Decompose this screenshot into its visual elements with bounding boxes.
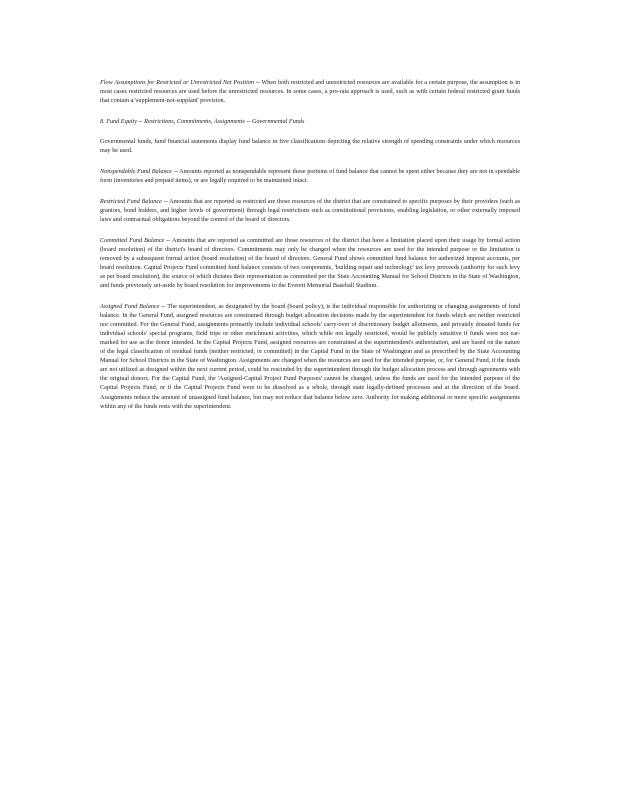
paragraph-heading: Restricted Fund Balance	[100, 197, 162, 205]
paragraph-assigned	[100, 302, 520, 411]
paragraph-governmental-funds	[100, 137, 520, 155]
paragraph-heading: Committed Fund Balance	[100, 236, 165, 244]
paragraph-flow-assumptions	[100, 78, 520, 105]
paragraph-body: -- Amounts that are reported as restricted are those resources of the district that are constrained to specific purposes by their providers (such as grantors, bond holders, and higher levels of government) through legal restrictions such as constitutional provisions, enabling legislation, or other externally imposed laws and contractual obligations beyond the control of the board of directors.	[100, 197, 520, 223]
paragraph-body: -- Amounts that are reported as committed are those resources of the district that have a limitation placed upon their usage by formal action (board resolution) of the district's board of directors. Commitments may only be changed when the resources are used for the intended purpose or the limitation is removed by a subsequent formal action (board resolution) of the board of directors. General Fund shows committed fund balance for authorized imprest accounts, per board resolution. Capital Projects Fund committed fund balance consists of two components, 'building repair and technology' tax levy proceeds (authority for such levy as per board resolution), the source of which dictates their representation as committed per the State Accounting Manual for School Districts in the State of Washington, and funds previously set-aside by board resolution for improvements to the Everett Memorial Baseball Stadium.	[100, 236, 520, 289]
paragraph-heading: Nonspendable Fund Balance	[100, 168, 173, 176]
paragraph-restricted	[100, 197, 520, 224]
paragraph-nonspendable	[100, 167, 520, 185]
section-title: 8. Fund Equity -- Restrictions, Commitments, Assignments -- Governmental Funds	[100, 117, 305, 125]
paragraph-heading: Flow Assumptions for Restricted or Unrestricted Net Position	[100, 79, 254, 86]
paragraph-body: -- The superintendent, as designated by the board (board policy), is the individual responsible for authorizing or changing assignments of fund balance. In the General Fund, assigned resources are constrained through budget allocation decisions made by the superintendent for funds which are neither restricted nor committed. For the General Fund, assignments primarily include individual schools' carry-over of discretionary budget allotments, and privately donated funds for individual schools' special programs, field trips or other enrichment activities, which while not legally restricted, would be publicly sensitive if funds were not ear-marked for use as the donor intended. In the Capital Projects Fund, assigned resources are constrained at the superintendent's authorization, and are based on the nature of the legal classification of residual funds (neither restricted, or committed) in the Capital Fund in the State of Washington and as prescribed by the State Accounting Manual for School Districts in the State of Washington. Assignments are changed when the resources are used for the intended purpose, or, for General Fund, if the funds are not utilized as designed within the next current period, could be rescinded by the superintendent through the budget allocation process and through agreements with the original donors. For the Capital Fund, the 'Assigned-Capital Project Fund Purposes' cannot be changed, unless the funds are used for the intended purpose of the Capital Projects Fund, or if the Capital Projects Fund were to be dissolved as a whole, through state legally-defined processes and at the direction of the board. Assignments reduce the amount of unassigned fund balance, but may not reduce that balance below zero. Authority for making additional or more specific assignments within any of the funds rests with the superintendent.	[100, 302, 520, 410]
paragraph-body: Governmental funds, fund financial statements display fund balance in five classifications depicting the relative strength of spending constraints under which resources may be used.	[100, 138, 520, 155]
section-heading-fund-equity	[100, 117, 520, 126]
paragraph-heading: Assigned Fund Balance	[100, 302, 160, 310]
document-page	[100, 78, 520, 422]
paragraph-committed	[100, 236, 520, 291]
paragraph-body: -- When both restricted and unrestricted resources are available for a certain purpose, the assumption is in most cases restricted resources are used before the unrestricted resources. In some cases, a pro-rata approach is used, such as with certain federal restricted grant funds that contain a 'supplement-not-supplant' provision.	[100, 79, 521, 105]
paragraph-body: -- Amounts reported as nonspendable represent those portions of fund balance that cannot be spent either because they are not in spendable form (inventories and prepaid items), or are legally required to be maintained intact.	[100, 168, 520, 185]
